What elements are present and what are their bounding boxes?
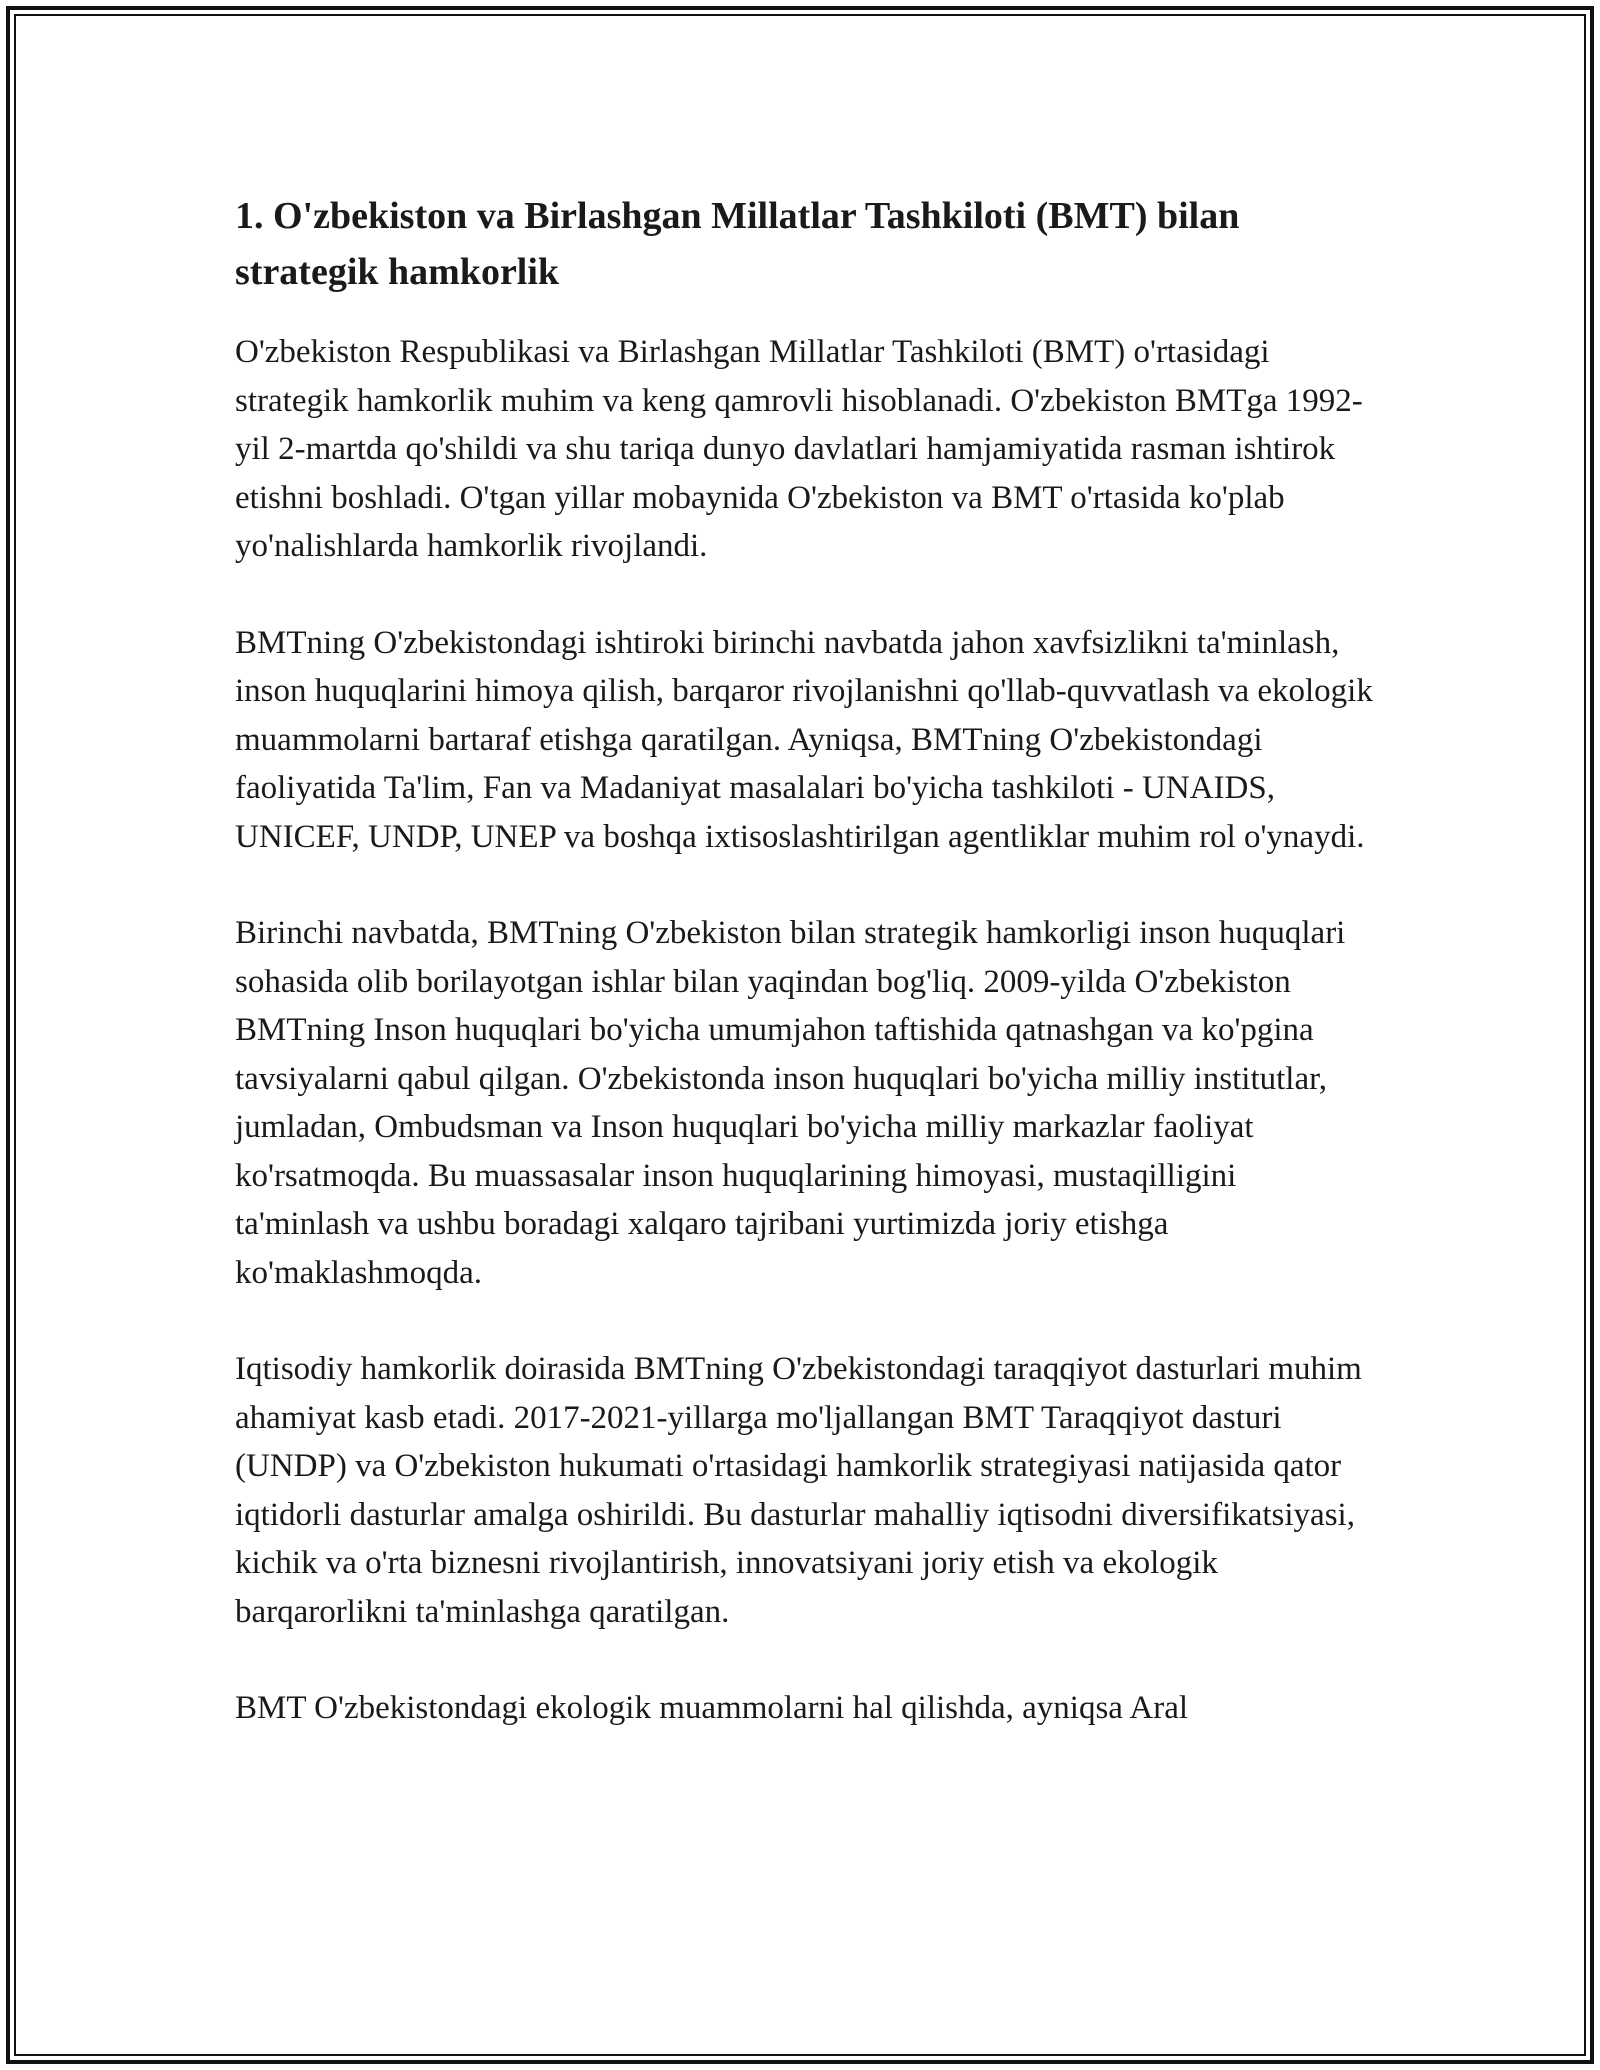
paragraph-2: BMTning O'zbekistondagi ishtiroki birinchi navbatda jahon xavfsizlikni ta'minlash, inson huquqlarini himoya qilish, barqaror rivojlanishni qo'llab-quvvatlash va ekologik muammolarni bartaraf etishga qaratilgan. Ayniqsa, BMTning O'zbekistondagi faoliyatida Ta'lim, Fan va Madaniyat masalalari bo'yicha tashkiloti - UNAIDS, UNICEF, UNDP, UNEP va boshqa ixtisoslashtirilgan agentliklar muhim rol o'ynaydi. (235, 624, 1373, 855)
section-title: 1. O'zbekiston va Birlashgan Millatlar Tashkiloti (BMT) bilan strategik hamkorlik (235, 195, 1240, 293)
paragraph-3: Birinchi navbatda, BMTning O'zbekiston bilan strategik hamkorligi inson huquqlari sohasida olib borilayotgan ishlar bilan yaqindan bog'liq. 2009-yilda O'zbekiston BMTning Inson huquqlari bo'yicha umumjahon taftishida qatnashgan va ko'pgina tavsiyalarni qabul qilgan. O'zbekistonda inson huquqlari bo'yicha milliy institutlar, jumladan, Ombudsman va Inson huquqlari bo'yicha milliy markazlar faoliyat ko'rsatmoqda. Bu muassasalar inson huquqlarining himoyasi, mustaqilligini ta'minlash va ushbu boradagi xalqaro tajribani yurtimizda joriy etishga ko'maklashmoqda. (235, 915, 1346, 1291)
paragraph-1: O'zbekiston Respublikasi va Birlashgan Millatlar Tashkiloti (BMT) o'rtasidagi strategik hamkorlik muhim va keng qamrovli hisoblanadi. O'zbekiston BMTga 1992-yil 2-martda qo'shildi va shu tariqa dunyo davlatlari hamjamiyatida rasman ishtirok etishni boshladi. O'tgan yillar mobaynida O'zbekiston va BMT o'rtasida ko'plab yo'nalishlarda hamkorlik rivojlandi. (235, 334, 1363, 564)
document-page (235, 188, 1375, 1733)
paragraph-4: Iqtisodiy hamkorlik doirasida BMTning O'zbekistondagi taraqqiyot dasturlari muhim ahamiyat kasb etadi. 2017-2021-yillarga mo'ljallangan BMT Taraqqiyot dasturi (UNDP) va O'zbekiston hukumati o'rtasidagi hamkorlik strategiyasi natijasida qator iqtidorli dasturlar amalga oshirildi. Bu dasturlar mahalliy iqtisodni diversifikatsiyasi, kichik va o'rta biznesni rivojlantirish, innovatsiyani joriy etish va ekologik barqarorlikni ta'minlashga qaratilgan. (235, 1351, 1362, 1630)
paragraph-5: BMT O'zbekistondagi ekologik muammolarni hal qilishda, ayniqsa Aral (235, 1690, 1189, 1726)
